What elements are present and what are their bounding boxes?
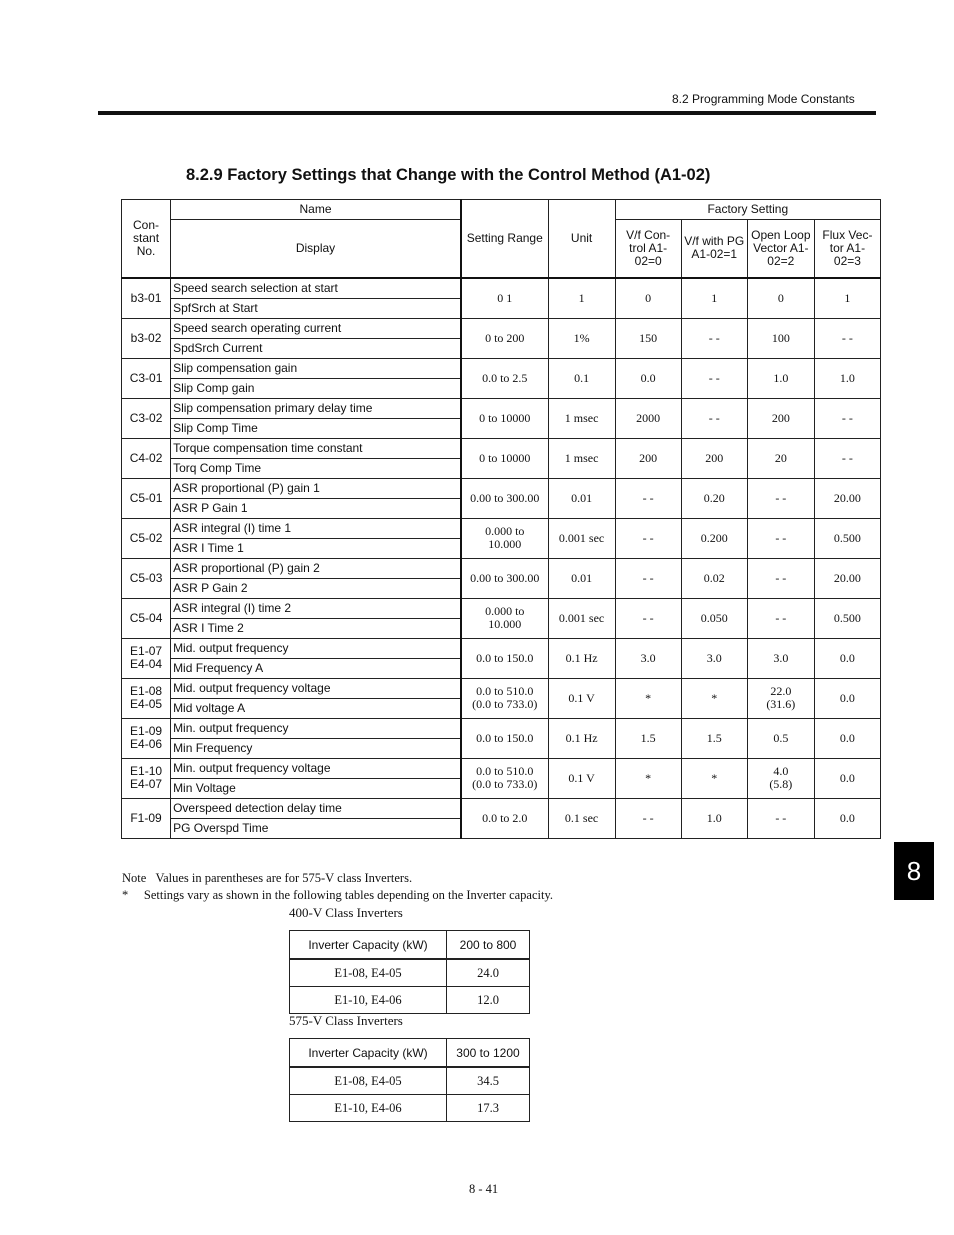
row-constant: E1-10, E4-06 — [290, 987, 447, 1014]
display-name: Min Frequency — [171, 738, 461, 758]
setting-vf-control: 0.0 — [615, 358, 681, 398]
unit: 1 msec — [548, 438, 615, 478]
chapter-tab: 8 — [894, 842, 934, 900]
constant-no: C3-01 — [122, 358, 171, 398]
setting-open-loop-vector: - - — [747, 518, 814, 558]
setting-flux-vector: 0.0 — [814, 758, 880, 798]
setting-range: 0.00 to 300.00 — [461, 558, 548, 598]
table-row — [122, 558, 881, 578]
setting-open-loop-vector: - - — [747, 558, 814, 598]
setting-vf-with-pg: - - — [681, 398, 747, 438]
setting-flux-vector: - - — [814, 398, 880, 438]
caption-400v: 400-V Class Inverters — [289, 905, 403, 920]
table-row — [122, 678, 881, 698]
table-row — [122, 718, 881, 738]
section-title: 8.2.9 Factory Settings that Change with the Control Method (A1-02) — [186, 166, 711, 184]
setting-vf-control: * — [615, 758, 681, 798]
setting-vf-with-pg: 0.050 — [681, 598, 747, 638]
setting-vf-with-pg: - - — [681, 318, 747, 358]
setting-range: 0.0 to 2.0 — [461, 798, 548, 838]
header-open-loop-vector: Open Loop Vector A1-02=2 — [747, 220, 814, 278]
display-name: Torq Comp Time — [171, 458, 461, 478]
setting-range: 0.000 to 10.000 — [461, 518, 548, 558]
display-name: PG Overspd Time — [171, 818, 461, 838]
caption-575v: 575-V Class Inverters — [289, 1013, 403, 1028]
setting-flux-vector: 1 — [814, 278, 880, 319]
setting-vf-control: 3.0 — [615, 638, 681, 678]
table-row — [122, 398, 881, 418]
unit: 0.1 — [548, 358, 615, 398]
setting-vf-with-pg: 200 — [681, 438, 747, 478]
constant-no: C3-02 — [122, 398, 171, 438]
display-name: Mid Frequency A — [171, 658, 461, 678]
setting-open-loop-vector: 0.5 — [747, 718, 814, 758]
row-value: 12.0 — [447, 987, 530, 1014]
table-400v — [289, 930, 530, 1014]
setting-open-loop-vector: - - — [747, 478, 814, 518]
header-display: Display — [171, 220, 461, 278]
setting-vf-with-pg: 0.20 — [681, 478, 747, 518]
setting-vf-control: 1.5 — [615, 718, 681, 758]
page-number: 8 - 41 — [469, 1182, 499, 1196]
unit: 0.001 sec — [548, 518, 615, 558]
setting-open-loop-vector: 4.0 (5.8) — [747, 758, 814, 798]
setting-range: 0.0 to 2.5 — [461, 358, 548, 398]
setting-vf-control: * — [615, 678, 681, 718]
display-name: Slip Comp gain — [171, 378, 461, 398]
setting-open-loop-vector: 20 — [747, 438, 814, 478]
note-asterisk: * Settings vary as shown in the following tables depending on the Inverter capacity. — [122, 888, 554, 902]
setting-flux-vector: 20.00 — [814, 478, 880, 518]
parameter-name: ASR proportional (P) gain 2 — [171, 558, 461, 578]
setting-range: 0 to 200 — [461, 318, 548, 358]
setting-open-loop-vector: 1.0 — [747, 358, 814, 398]
table-row — [122, 798, 881, 818]
unit: 0.001 sec — [548, 598, 615, 638]
row-constant: E1-08, E4-05 — [290, 959, 447, 987]
factory-settings-table — [121, 199, 881, 839]
header-factory-setting: Factory Setting — [615, 200, 880, 220]
row-value: 24.0 — [447, 959, 530, 987]
setting-vf-with-pg: 0.200 — [681, 518, 747, 558]
parameter-name: Speed search selection at start — [171, 278, 461, 299]
head-capacity-value: 300 to 1200 — [447, 1039, 530, 1068]
setting-vf-control: - - — [615, 558, 681, 598]
setting-vf-with-pg: * — [681, 758, 747, 798]
setting-flux-vector: 0.500 — [814, 598, 880, 638]
table-row — [122, 438, 881, 458]
table-row — [122, 358, 881, 378]
setting-vf-with-pg: 0.02 — [681, 558, 747, 598]
display-name: ASR P Gain 2 — [171, 578, 461, 598]
setting-open-loop-vector: - - — [747, 598, 814, 638]
table-row — [122, 518, 881, 538]
setting-vf-with-pg: 1.5 — [681, 718, 747, 758]
display-name: Slip Comp Time — [171, 418, 461, 438]
setting-flux-vector: 0.0 — [814, 798, 880, 838]
unit: 1% — [548, 318, 615, 358]
setting-range: 0.0 to 510.0 (0.0 to 733.0) — [461, 758, 548, 798]
setting-range: 0.00 to 300.00 — [461, 478, 548, 518]
header-vf-with-pg: V/f with PG A1-02=1 — [681, 220, 747, 278]
setting-vf-with-pg: 1.0 — [681, 798, 747, 838]
parameter-name: Min. output frequency — [171, 718, 461, 738]
setting-vf-control: - - — [615, 798, 681, 838]
note-parentheses: Note Values in parentheses are for 575-V class Inverters. — [122, 871, 413, 885]
display-name: Min Voltage — [171, 778, 461, 798]
display-name: SpfSrch at Start — [171, 298, 461, 318]
constant-no: F1-09 — [122, 798, 171, 838]
constant-no: C5-01 — [122, 478, 171, 518]
running-header: 8.2 Programming Mode Constants — [672, 92, 855, 106]
unit: 0.01 — [548, 558, 615, 598]
table-row — [122, 318, 881, 338]
setting-vf-control: - - — [615, 478, 681, 518]
setting-open-loop-vector: 22.0 (31.6) — [747, 678, 814, 718]
unit: 0.01 — [548, 478, 615, 518]
setting-range: 0.0 to 510.0 (0.0 to 733.0) — [461, 678, 548, 718]
setting-vf-control: 150 — [615, 318, 681, 358]
parameter-name: Mid. output frequency voltage — [171, 678, 461, 698]
constant-no: E1-10 E4-07 — [122, 758, 171, 798]
constant-no: C5-02 — [122, 518, 171, 558]
display-name: ASR I Time 2 — [171, 618, 461, 638]
setting-flux-vector: 0.0 — [814, 718, 880, 758]
display-name: Mid voltage A — [171, 698, 461, 718]
unit: 1 — [548, 278, 615, 319]
setting-flux-vector: - - — [814, 438, 880, 478]
parameter-name: Overspeed detection delay time — [171, 798, 461, 818]
unit: 0.1 Hz — [548, 718, 615, 758]
display-name: ASR I Time 1 — [171, 538, 461, 558]
header-name: Name — [171, 200, 461, 220]
setting-vf-with-pg: 1 — [681, 278, 747, 319]
table-row — [122, 758, 881, 778]
parameter-name: ASR integral (I) time 1 — [171, 518, 461, 538]
constant-no: b3-02 — [122, 318, 171, 358]
setting-flux-vector: 0.0 — [814, 638, 880, 678]
setting-vf-with-pg: 3.0 — [681, 638, 747, 678]
row-value: 34.5 — [447, 1067, 530, 1095]
setting-flux-vector: - - — [814, 318, 880, 358]
header-rule — [98, 111, 876, 115]
constant-no: E1-09 E4-06 — [122, 718, 171, 758]
parameter-name: Min. output frequency voltage — [171, 758, 461, 778]
head-capacity-label: Inverter Capacity (kW) — [290, 931, 447, 960]
constant-no: C5-03 — [122, 558, 171, 598]
parameter-name: ASR integral (I) time 2 — [171, 598, 461, 618]
unit: 0.1 sec — [548, 798, 615, 838]
table-575v — [289, 1038, 530, 1122]
header-setting-range: Setting Range — [461, 200, 548, 278]
setting-range: 0.000 to 10.000 — [461, 598, 548, 638]
head-capacity-label: Inverter Capacity (kW) — [290, 1039, 447, 1068]
parameter-name: Slip compensation primary delay time — [171, 398, 461, 418]
header-flux-vector: Flux Vec- tor A1-02=3 — [814, 220, 880, 278]
setting-flux-vector: 0.0 — [814, 678, 880, 718]
setting-vf-control: 2000 — [615, 398, 681, 438]
setting-vf-with-pg: * — [681, 678, 747, 718]
setting-vf-control: - - — [615, 598, 681, 638]
setting-range: 0 to 10000 — [461, 398, 548, 438]
setting-vf-control: 0 — [615, 278, 681, 319]
table-row — [122, 598, 881, 618]
setting-range: 0 to 10000 — [461, 438, 548, 478]
setting-vf-control: - - — [615, 518, 681, 558]
unit: 1 msec — [548, 398, 615, 438]
setting-range: 0.0 to 150.0 — [461, 638, 548, 678]
parameter-name: Slip compensation gain — [171, 358, 461, 378]
header-vf-control: V/f Con- trol A1-02=0 — [615, 220, 681, 278]
setting-open-loop-vector: 200 — [747, 398, 814, 438]
setting-vf-with-pg: - - — [681, 358, 747, 398]
setting-open-loop-vector: - - — [747, 798, 814, 838]
setting-flux-vector: 1.0 — [814, 358, 880, 398]
unit: 0.1 V — [548, 758, 615, 798]
table-row — [122, 638, 881, 658]
unit: 0.1 V — [548, 678, 615, 718]
display-name: SpdSrch Current — [171, 338, 461, 358]
constant-no: C4-02 — [122, 438, 171, 478]
head-capacity-value: 200 to 800 — [447, 931, 530, 960]
header-unit: Unit — [548, 200, 615, 278]
setting-open-loop-vector: 100 — [747, 318, 814, 358]
parameter-name: Mid. output frequency — [171, 638, 461, 658]
row-value: 17.3 — [447, 1095, 530, 1122]
constant-no: b3-01 — [122, 278, 171, 319]
parameter-name: ASR proportional (P) gain 1 — [171, 478, 461, 498]
setting-open-loop-vector: 3.0 — [747, 638, 814, 678]
parameter-name: Torque compensation time constant — [171, 438, 461, 458]
row-constant: E1-10, E4-06 — [290, 1095, 447, 1122]
constant-no: C5-04 — [122, 598, 171, 638]
constant-no: E1-07 E4-04 — [122, 638, 171, 678]
row-constant: E1-08, E4-05 — [290, 1067, 447, 1095]
unit: 0.1 Hz — [548, 638, 615, 678]
setting-open-loop-vector: 0 — [747, 278, 814, 319]
table-row — [122, 278, 881, 299]
setting-vf-control: 200 — [615, 438, 681, 478]
display-name: ASR P Gain 1 — [171, 498, 461, 518]
table-row — [122, 478, 881, 498]
parameter-name: Speed search operating current — [171, 318, 461, 338]
setting-flux-vector: 0.500 — [814, 518, 880, 558]
header-constant-no: Con- stant No. — [122, 200, 171, 278]
constant-no: E1-08 E4-05 — [122, 678, 171, 718]
setting-range: 0 1 — [461, 278, 548, 319]
setting-range: 0.0 to 150.0 — [461, 718, 548, 758]
setting-flux-vector: 20.00 — [814, 558, 880, 598]
